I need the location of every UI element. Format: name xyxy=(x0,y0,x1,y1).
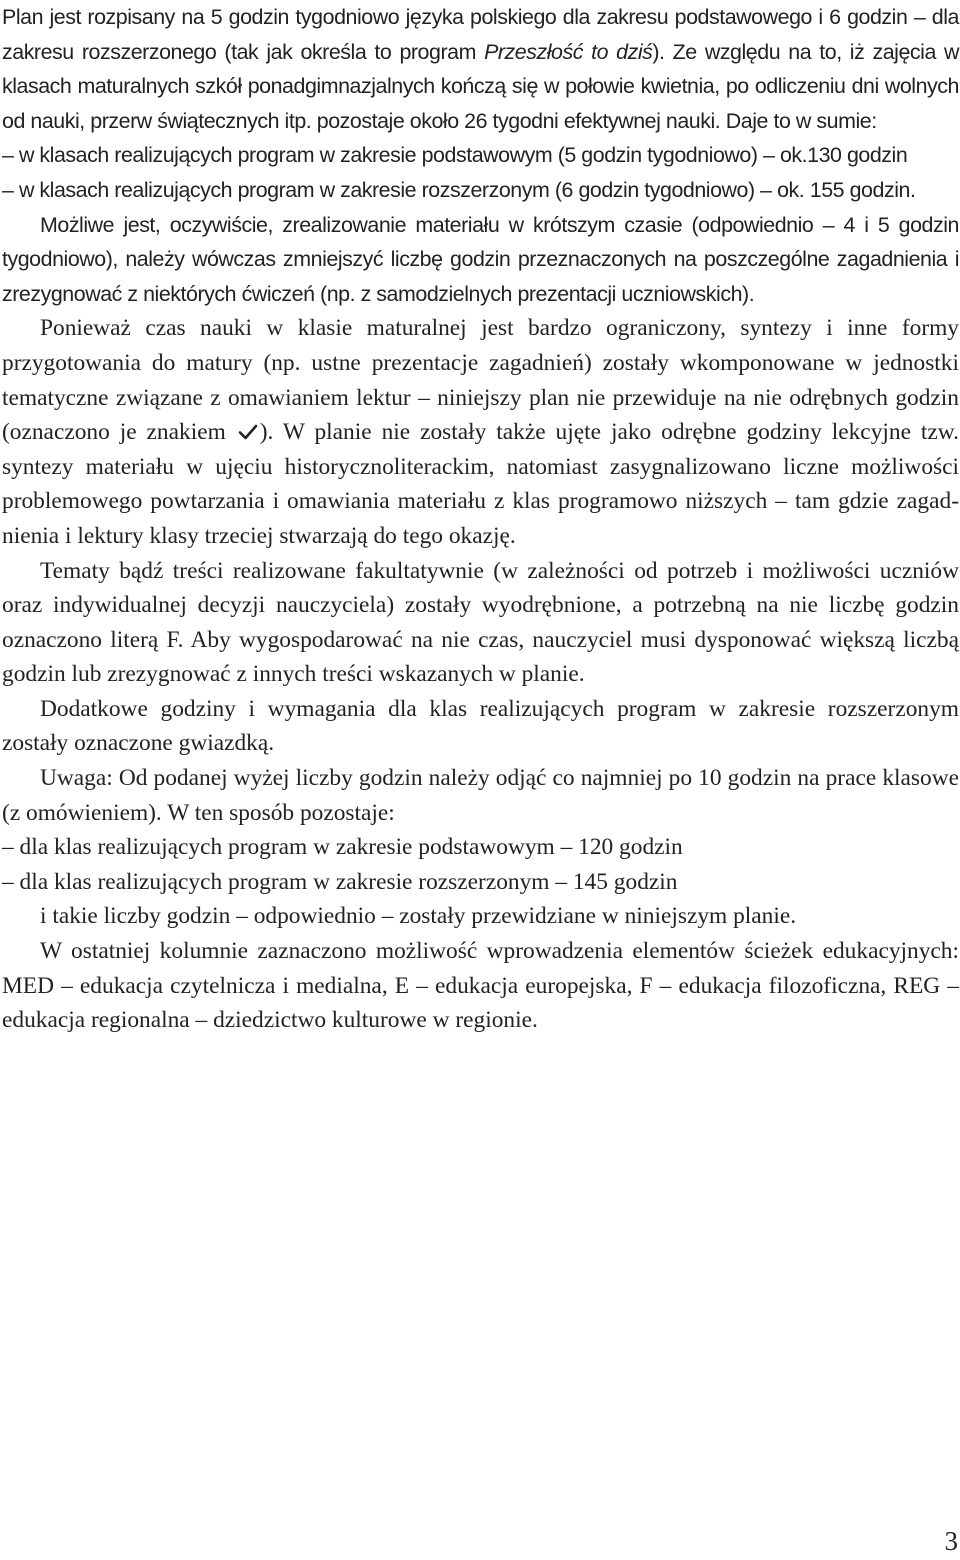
list-conclusion: i takie liczby godzin – odpowiednio – zostały przewidziane w niniejszym planie. xyxy=(40,903,797,930)
paragraph-note: Uwaga: Od podanej wyżej liczby godzin należy odjąć co najmniej po 10 godzin na prace klasowe (z omówieniem). W ten sposób pozostaje: xyxy=(2,765,959,826)
list-item-basic-hours: – w klasach realizujących program w zakresie podstawowym (5 godzin tygodniowo) – ok.130 godzin xyxy=(2,143,908,168)
paragraph-syntheses xyxy=(2,311,959,553)
list-item-extended-hours: – w klasach realizujących program w zakresie rozszerzonym (6 godzin tygodniowo) – ok. 155 godzin. xyxy=(2,177,916,202)
paragraph-syntheses-part-a: Ponieważ czas nauki w klasie maturalnej jest bardzo ograniczony, syntezy i inne formy przygotowania do matury (np. ustne prezentacje zagadnień) zostały wkomponowane w jednostki tematyczne związane z omawianiem lektur – niniejszy plan nie przewiduje na nie odrębnych godzin (oznaczono je znakiem xyxy=(2,315,959,446)
list-item-extended-remaining: – dla klas realizujących program w zakresie rozszerzonym – 145 godzin xyxy=(2,868,678,895)
checkmark-icon xyxy=(238,423,258,441)
body-text xyxy=(2,0,959,1038)
page-number: 3 xyxy=(944,1526,958,1556)
paragraph-intro-part-a: Plan jest rozpisany na 5 godzin tygodniowo języka polskiego dla zakresu podstawowego i 6 godzin – dla zakresu rozszerzonego (tak jak określa to program xyxy=(2,5,959,64)
paragraph-syntheses-part-b: ). W planie nie zostały także ujęte jako odrębne godziny lekcyjne tzw. syntezy materiału w ujęciu historycznoliterackim, natomiast zasygnalizowano liczne możliwości problemowego powtarzania i omawiania materiału z klas programowo niższych – tam gdzie zagadnienia i lektury klasy trzeciej stwarzają do tego okazję. xyxy=(2,419,960,549)
program-title: Przeszłość to dziś xyxy=(484,39,653,64)
list-item-basic-remaining: – dla klas realizujących program w zakresie podstawowym – 120 godzin xyxy=(2,834,683,861)
paragraph-shorter-time: Możliwe jest, oczywiście, zrealizowanie materiału w krótszym czasie (odpowiednio – 4 i 5 godzin tygodniowo), należy wówczas zmniejszyć liczbę godzin przeznaczonych na poszczególne zagadnienia i zrezygnować z niektórych ćwiczeń (np. z samodzielnych prezentacji uczniowskich). xyxy=(2,212,959,306)
paragraph-educational-paths: W ostatniej kolumnie zaznaczono możliwość wprowadzenia elementów ścieżek edukacyjnych: MED – edukacja czytelnicza i medialna, E – edukacja europejska, F – edukacja filozoficzna, REG – edukacja regionalna – dziedzictwo kulturowe w regionie. xyxy=(2,938,959,1034)
paragraph-optional-topics: Tematy bądź treści realizowane fakultatywnie (w zależności od potrzeb i możliwości uczniów oraz indywidualnej decyzji nauczyciela) zostały wyodrębnione, a potrzebną na nie liczbę godzin oznaczono literą F. Aby wygospodarować na nie czas, nauczyciel musi dysponować większą liczbą godzin lub zrezygnować z innych treści wskazanych w planie. xyxy=(2,557,959,688)
paragraph-extended-marking: Dodatkowe godziny i wymagania dla klas realizujących program w zakresie rozszerzonym zostały oznaczone gwiazdką. xyxy=(2,695,959,757)
paragraph-intro xyxy=(2,0,959,138)
paragraph-intro-part-b: ). Ze względu na to, iż zajęcia w klasach maturalnych szkół ponadgimnazjalnych kończą się w połowie kwietnia, po odliczeniu dni wolnych od nauki, przerw świątecznych itp. pozostaje około 26 tygodni efektywnej nauki. Daje to w sumie: xyxy=(2,39,959,133)
